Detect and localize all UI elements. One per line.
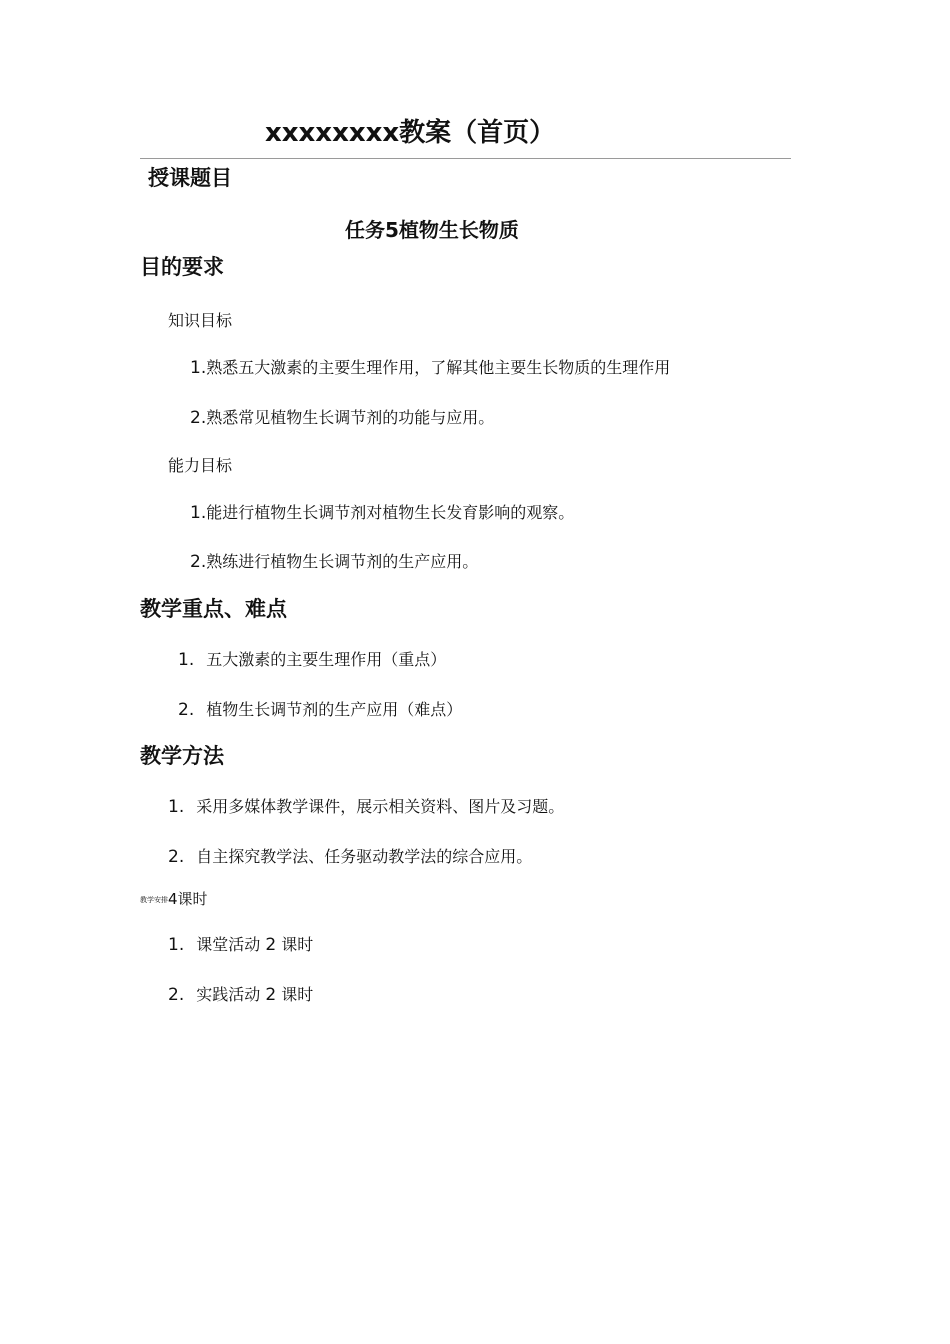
key-point-item <box>178 697 462 720</box>
item-text: 熟悉五大激素的主要生理作用，了解其他主要生长物质的生理作用 <box>206 358 671 377</box>
item-number: 2. <box>178 700 195 720</box>
item-text: 采用多媒体教学课件，展示相关资料、图片及习题。 <box>196 797 565 816</box>
item-text: 熟练进行植物生长调节剂的生产应用。 <box>206 552 479 571</box>
knowledge-goal-item <box>190 355 670 378</box>
item-number: 1. <box>190 358 207 378</box>
ability-goals-label: 能力目标 <box>168 456 233 475</box>
schedule-item <box>168 982 313 1005</box>
item-number: 1. <box>178 650 195 670</box>
item-text: 能进行植物生长调节剂对植物生长发育影响的观察。 <box>206 503 575 522</box>
item-number: 1. <box>168 797 185 817</box>
subject-label: 授课题目 <box>148 166 232 190</box>
item-hours-unit: 课时 <box>281 985 314 1004</box>
knowledge-goals-label: 知识目标 <box>168 311 233 330</box>
knowledge-goal-item <box>190 405 494 428</box>
ability-goal-item <box>190 549 478 572</box>
item-number: 1. <box>168 935 185 955</box>
methods-heading: 教学方法 <box>140 744 224 768</box>
key-point-item <box>178 647 446 670</box>
item-number: 1. <box>190 503 207 523</box>
item-text: 五大激素的主要生理作用（重点） <box>206 650 447 669</box>
title-divider <box>140 158 791 159</box>
goals-heading: 目的要求 <box>140 255 224 279</box>
schedule-item <box>168 932 313 955</box>
key-points-heading: 教学重点、难点 <box>140 597 287 621</box>
ability-goal-item <box>190 500 574 523</box>
item-text: 实践活动 <box>196 985 261 1004</box>
page-title: xxxxxxxx教案（首页） <box>265 118 556 148</box>
schedule-total-hours: 4课时 <box>168 890 208 908</box>
item-text: 课堂活动 <box>196 935 261 954</box>
item-hours: 2 <box>265 985 277 1005</box>
item-text: 植物生长调节剂的生产应用（难点） <box>206 700 463 719</box>
schedule-label: 教学安排 <box>140 896 168 904</box>
method-item <box>168 794 564 817</box>
item-number: 2. <box>168 847 185 867</box>
lesson-topic: 任务5植物生长物质 <box>345 218 519 242</box>
item-number: 2. <box>190 552 207 572</box>
item-text: 熟悉常见植物生长调节剂的功能与应用。 <box>206 408 495 427</box>
item-number: 2. <box>168 985 185 1005</box>
method-item <box>168 844 532 867</box>
item-hours: 2 <box>265 935 277 955</box>
schedule-heading <box>140 888 208 909</box>
item-text: 自主探究教学法、任务驱动教学法的综合应用。 <box>196 847 533 866</box>
item-hours-unit: 课时 <box>281 935 314 954</box>
item-number: 2. <box>190 408 207 428</box>
